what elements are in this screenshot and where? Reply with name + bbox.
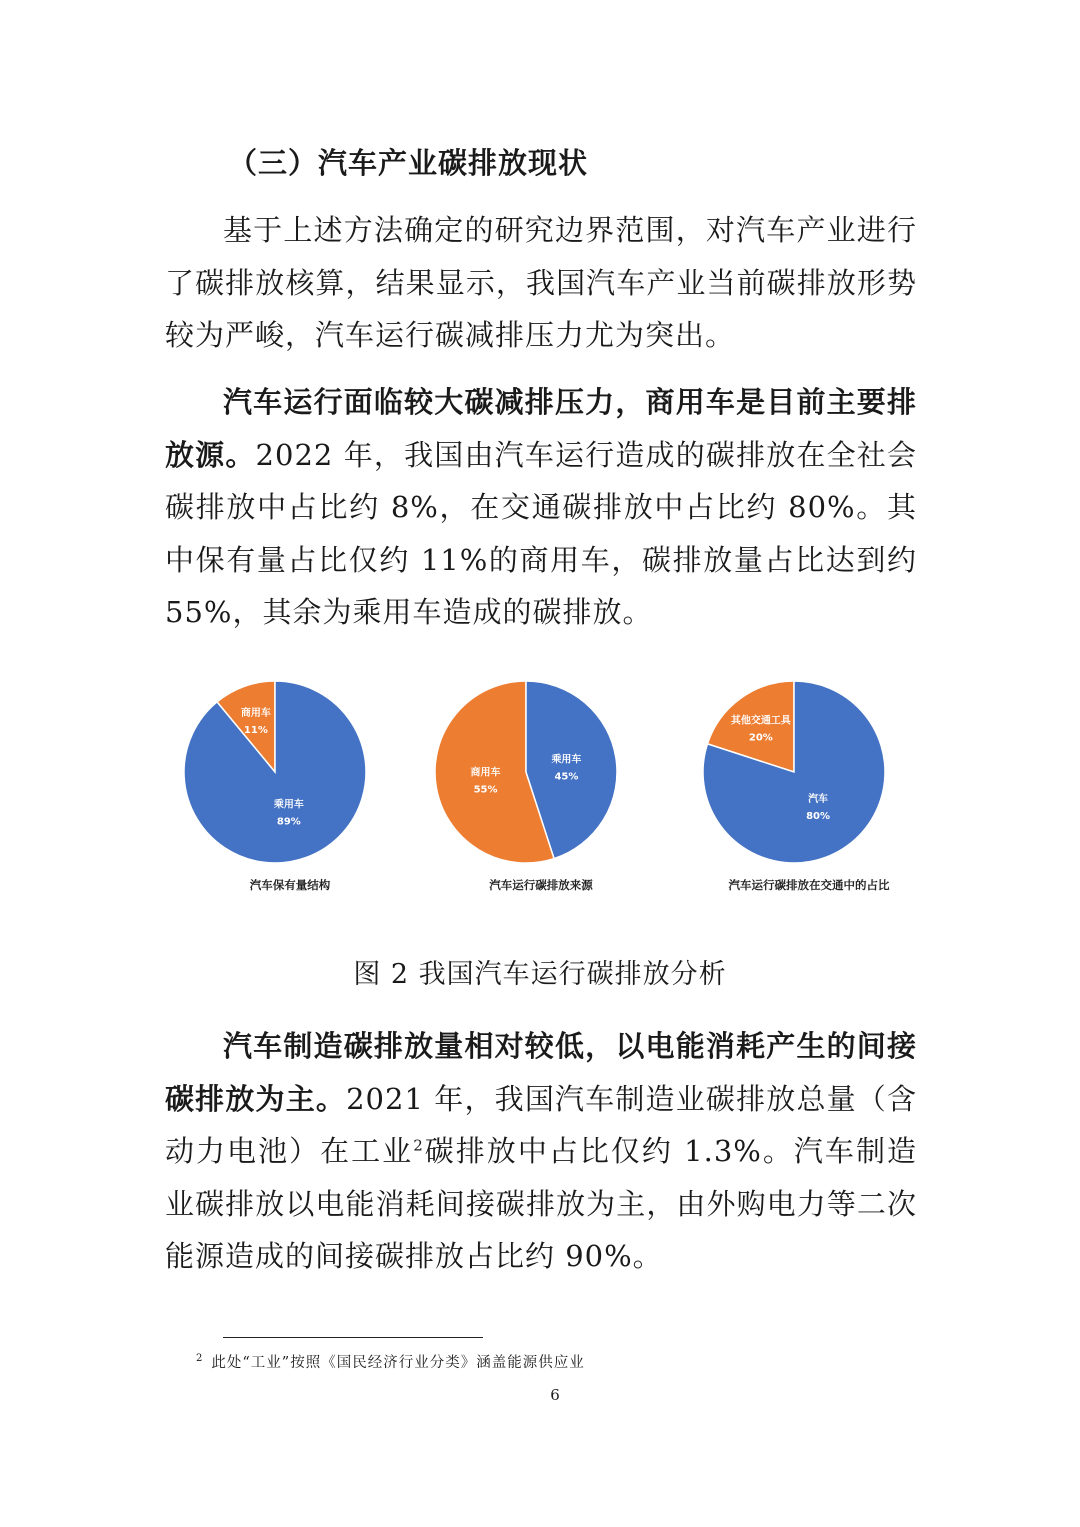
pie-slice-value: 55% bbox=[473, 784, 498, 796]
chart-title-ownership: 汽车保有量结构 bbox=[249, 878, 331, 892]
paragraph-2 bbox=[165, 376, 917, 639]
paragraph-3-lead: 汽车制造碳排放量相对较低，以电能消耗产生的间接碳排放为主。 bbox=[165, 1029, 917, 1116]
chart-title-emission-source: 汽车运行碳排放来源 bbox=[489, 878, 593, 892]
pie-slice-label: 汽车 bbox=[808, 794, 829, 806]
chart-title-transport-share: 汽车运行碳排放在交通中的占比 bbox=[728, 878, 890, 892]
footnote-marker: 2 bbox=[196, 1353, 204, 1365]
pie-slice-value: 20% bbox=[748, 732, 773, 744]
section-heading: （三）汽车产业碳排放现状 bbox=[228, 146, 589, 180]
pie-chart-transport-share-svg bbox=[684, 672, 934, 872]
pie-slice-1 bbox=[184, 681, 366, 863]
paragraph-2-body: 2022 年，我国由汽车运行造成的碳排放在全社会碳排放中占比约 8%，在交通碳排放中占比约 80%。其中保有量占比仅约 11%的商用车，碳排放量占比达到约 55%，其余为乘用车造成的碳排放。 bbox=[165, 437, 917, 629]
pie-slice-label: 乘用车 bbox=[551, 754, 582, 766]
pie-chart-ownership bbox=[165, 672, 415, 907]
pie-slice-value: 45% bbox=[554, 771, 579, 783]
figure-2-charts bbox=[165, 672, 917, 907]
figure-caption: 图 2 我国汽车运行碳排放分析 bbox=[353, 959, 727, 990]
pie-slice-label: 乘用车 bbox=[273, 799, 304, 811]
paragraph-2-lead: 汽车运行面临较大碳减排压力，商用车是目前主要排放源。 bbox=[165, 385, 917, 472]
pie-slice-value: 89% bbox=[276, 816, 301, 828]
pie-slice-value: 80% bbox=[806, 811, 831, 823]
paragraph-3-body-b: 碳排放中占比仅约 1.3%。汽车制造业碳排放以电能消耗间接碳排放为主，由外购电力等二次能源造成的间接碳排放占比约 90%。 bbox=[165, 1134, 917, 1273]
footnote bbox=[196, 1351, 585, 1372]
paragraph-3 bbox=[165, 1020, 917, 1283]
footnote-text: 此处“工业”按照《国民经济行业分类》涵盖能源供应业 bbox=[211, 1355, 585, 1371]
pie-chart-transport-share bbox=[684, 672, 934, 907]
paragraph-1: 基于上述方法确定的研究边界范围，对汽车产业进行了碳排放核算，结果显示，我国汽车产业当前碳排放形势较为严峻，汽车运行碳减排压力尤为突出。 bbox=[165, 213, 917, 352]
paragraph-3-body-a: 2021 年，我国汽车制造业碳排放总量（含动力电池）在工业 bbox=[165, 1081, 917, 1168]
pie-slice-label: 商用车 bbox=[470, 767, 501, 779]
footnote-divider bbox=[223, 1337, 483, 1338]
footnote-reference: 2 bbox=[413, 1136, 424, 1155]
pie-chart-emission-source-svg bbox=[416, 672, 666, 872]
page-number: 6 bbox=[550, 1386, 560, 1404]
pie-chart-emission-source bbox=[416, 672, 666, 907]
pie-chart-ownership-svg bbox=[165, 672, 415, 872]
pie-slice-label: 商用车 bbox=[240, 707, 271, 719]
pie-slice-value: 11% bbox=[243, 724, 268, 736]
pie-slice-label: 其他交通工具 bbox=[730, 715, 791, 727]
